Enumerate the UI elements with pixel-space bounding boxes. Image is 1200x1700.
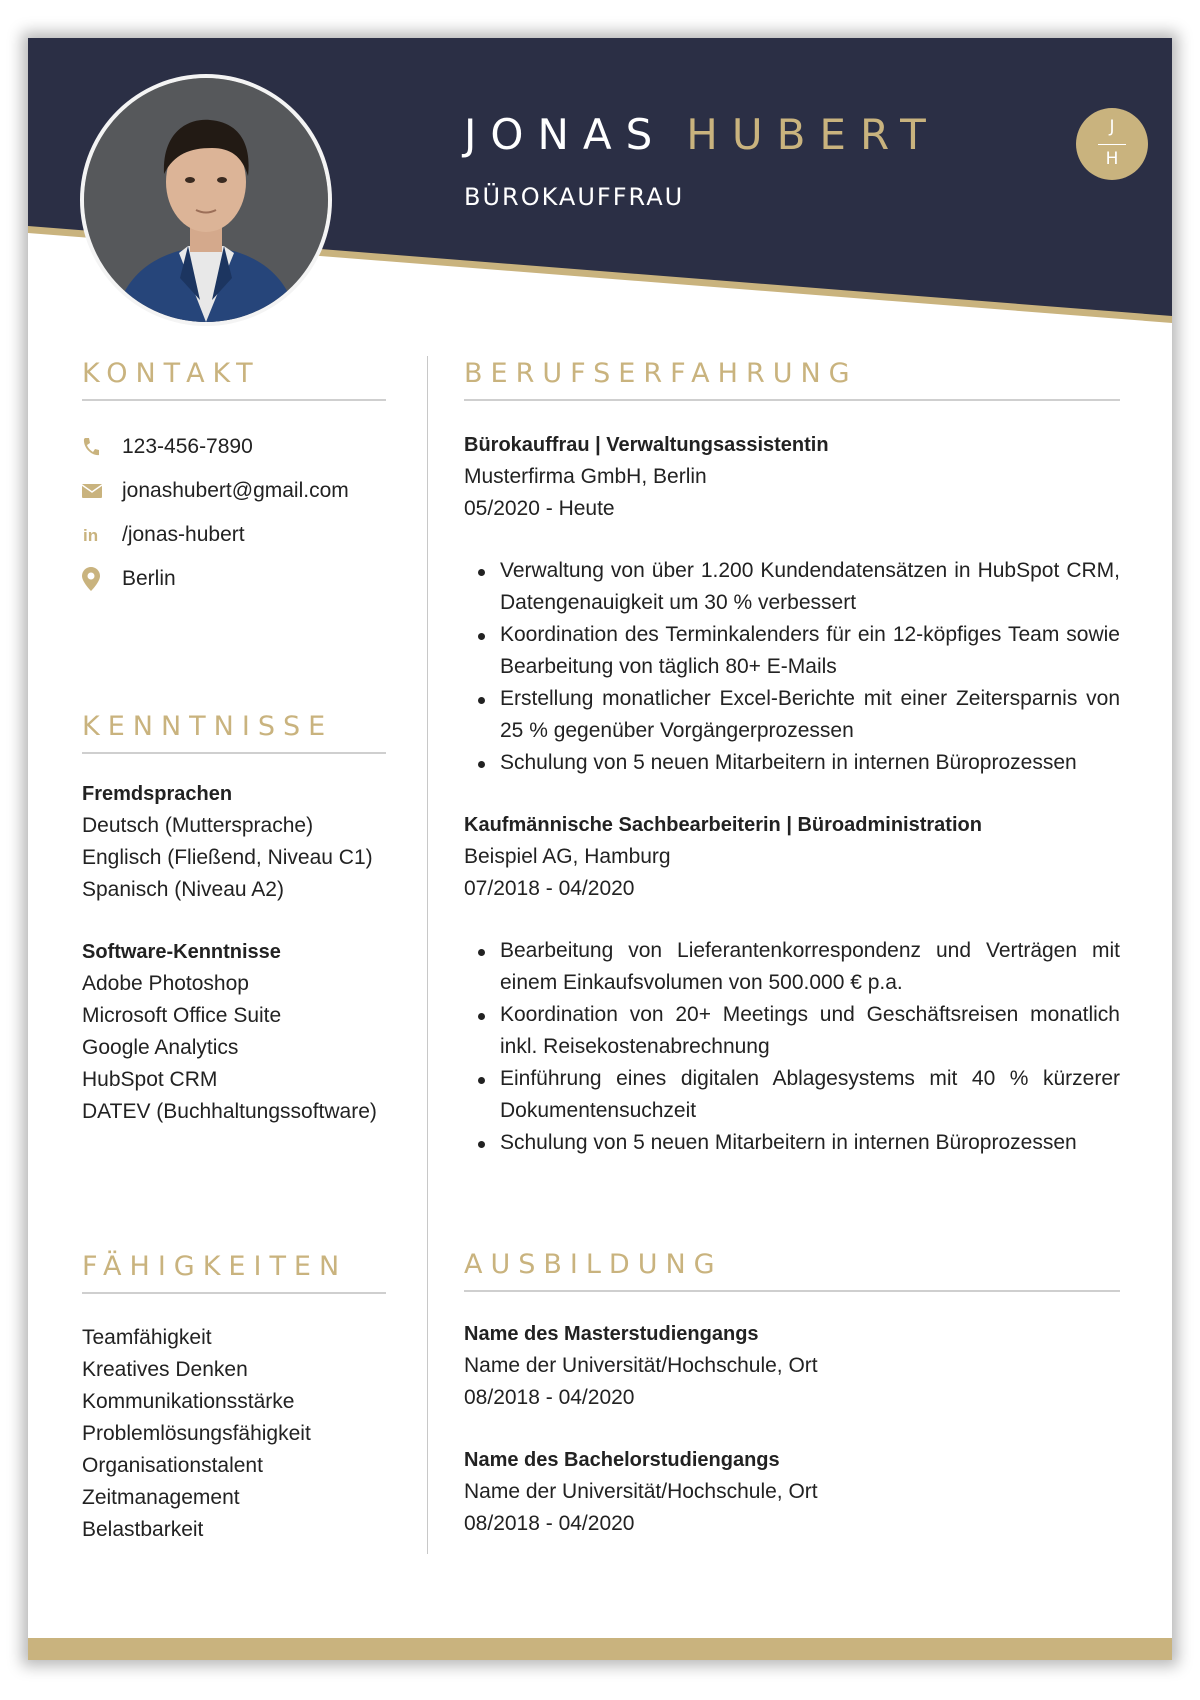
degree-name: Name des Bachelorstudiengangs xyxy=(464,1449,780,1471)
ability-item: Kreatives Denken xyxy=(82,1358,248,1381)
ability-item: Teamfähigkeit xyxy=(82,1326,212,1349)
experience-heading: BERUFSERFAHRUNG xyxy=(464,358,1120,401)
job-title: BÜROKAUFFRAU xyxy=(464,183,685,211)
bullet-item: Schulung von 5 neuen Mitarbeitern in internen Büroprozessen xyxy=(464,1127,1120,1159)
ability-item: Zeitmanagement xyxy=(82,1486,240,1509)
job-period: 07/2018 - 04/2020 xyxy=(464,877,635,900)
job-bullets xyxy=(464,555,1120,779)
location-text: Berlin xyxy=(122,567,176,590)
linkedin-icon xyxy=(82,526,122,544)
right-column xyxy=(464,358,1120,1540)
software-item: DATEV (Buchhaltungssoftware) xyxy=(82,1100,377,1123)
profile-photo xyxy=(80,74,332,326)
contact-heading: KONTAKT xyxy=(82,358,386,401)
skills-section xyxy=(82,711,386,1128)
education-heading: AUSBILDUNG xyxy=(464,1249,1120,1292)
resume-page xyxy=(28,38,1172,1660)
ability-item: Organisationstalent xyxy=(82,1454,263,1477)
software-item: Microsoft Office Suite xyxy=(82,1004,282,1027)
email-icon xyxy=(82,484,122,498)
column-divider xyxy=(427,356,428,1554)
language-item: Spanisch (Niveau A2) xyxy=(82,878,284,901)
phone-icon xyxy=(82,437,122,457)
monogram-initial-last: H xyxy=(1105,149,1119,169)
bullet-item: Schulung von 5 neuen Mitarbeitern in internen Büroprozessen xyxy=(464,747,1120,779)
location-icon xyxy=(82,567,122,591)
job-bullets xyxy=(464,935,1120,1159)
ability-item: Belastbarkeit xyxy=(82,1518,204,1541)
contact-linkedin xyxy=(82,513,386,557)
candidate-name xyxy=(464,110,940,159)
software-item: Google Analytics xyxy=(82,1036,239,1059)
job-company: Musterfirma GmbH, Berlin xyxy=(464,465,707,488)
school-name: Name der Universität/Hochschule, Ort xyxy=(464,1354,818,1377)
monogram-initial-first: J xyxy=(1109,117,1115,137)
software-label: Software-Kenntnisse xyxy=(82,941,281,963)
phone-text: 123-456-7890 xyxy=(122,435,253,458)
first-name: JONAS xyxy=(464,110,667,159)
education-period: 08/2018 - 04/2020 xyxy=(464,1512,635,1535)
ability-item: Kommunikationsstärke xyxy=(82,1390,295,1413)
job-position: Kaufmännische Sachbearbeiterin | Büroadministration xyxy=(464,814,982,836)
bullet-item: Bearbeitung von Lieferantenkorrespondenz und Verträgen mit einem Einkaufsvolumen von 500.000 € p.a. xyxy=(464,935,1120,999)
education-section xyxy=(464,1249,1120,1540)
job-period: 05/2020 - Heute xyxy=(464,497,615,520)
linkedin-text: /jonas-hubert xyxy=(122,523,245,546)
job-company: Beispiel AG, Hamburg xyxy=(464,845,671,868)
abilities-list xyxy=(82,1322,386,1546)
languages-label: Fremdsprachen xyxy=(82,783,233,805)
bullet-item: Verwaltung von über 1.200 Kundendatensätzen in HubSpot CRM, Datengenauigkeit um 30 % verbessert xyxy=(464,555,1120,619)
abilities-section xyxy=(82,1251,386,1546)
education-entry xyxy=(464,1318,1120,1414)
language-item: Deutsch (Muttersprache) xyxy=(82,814,314,837)
job-position: Bürokauffrau | Verwaltungsassistentin xyxy=(464,434,829,456)
skills-heading: KENNTNISSE xyxy=(82,711,386,754)
bullet-item: Koordination des Terminkalenders für ein 12-köpfiges Team sowie Bearbeitung von täglich 80+ E-Mails xyxy=(464,619,1120,683)
job-entry xyxy=(464,809,1120,1159)
svg-text:in: in xyxy=(83,526,99,544)
software-item: HubSpot CRM xyxy=(82,1068,218,1091)
bullet-item: Erstellung monatlicher Excel-Berichte mit einer Zeitersparnis von 25 % gegenüber Vorgängerprozessen xyxy=(464,683,1120,747)
monogram-divider xyxy=(1098,144,1126,145)
education-entry xyxy=(464,1444,1120,1540)
contact-list xyxy=(82,425,386,601)
last-name: HUBERT xyxy=(686,110,940,159)
degree-name: Name des Masterstudiengangs xyxy=(464,1323,759,1345)
email-text: jonashubert@gmail.com xyxy=(122,479,349,502)
portrait-image xyxy=(84,78,328,322)
education-period: 08/2018 - 04/2020 xyxy=(464,1386,635,1409)
contact-email xyxy=(82,469,386,513)
contact-phone xyxy=(82,425,386,469)
software-item: Adobe Photoshop xyxy=(82,972,249,995)
footer-band xyxy=(28,1638,1172,1660)
monogram-badge xyxy=(1076,108,1148,180)
bullet-item: Einführung eines digitalen Ablagesystems mit 40 % kürzerer Dokumentensuchzeit xyxy=(464,1063,1120,1127)
contact-location xyxy=(82,557,386,601)
job-entry xyxy=(464,429,1120,779)
left-column xyxy=(82,358,386,1546)
language-item: Englisch (Fließend, Niveau C1) xyxy=(82,846,373,869)
bullet-item: Koordination von 20+ Meetings und Geschäftsreisen monatlich inkl. Reisekostenabrechnung xyxy=(464,999,1120,1063)
school-name: Name der Universität/Hochschule, Ort xyxy=(464,1480,818,1503)
ability-item: Problemlösungsfähigkeit xyxy=(82,1422,311,1445)
abilities-heading: FÄHIGKEITEN xyxy=(82,1251,386,1294)
